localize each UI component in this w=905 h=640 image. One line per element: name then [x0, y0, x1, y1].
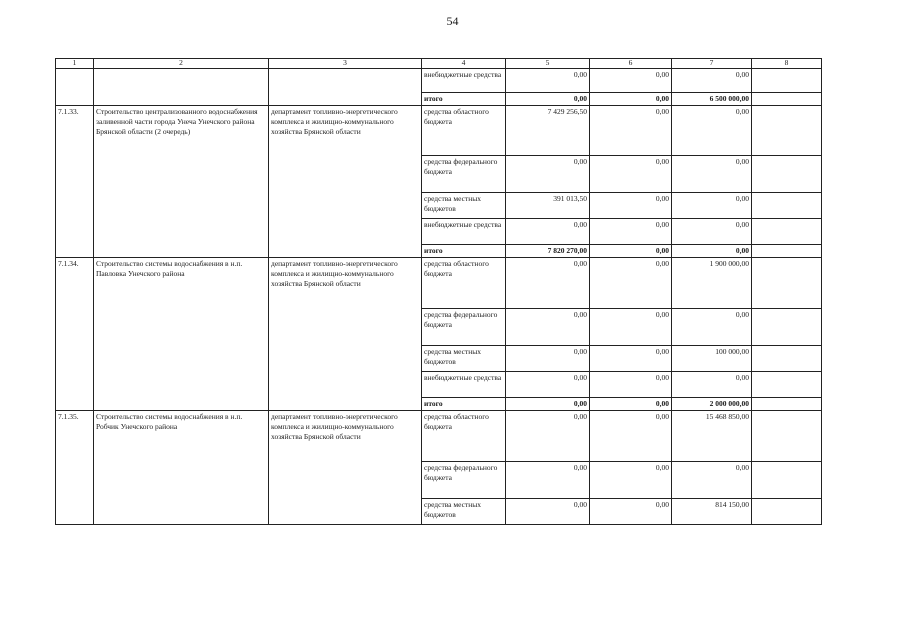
- value-cell: 0,00: [672, 193, 752, 219]
- source-cell: внебюджетные средства: [422, 372, 506, 398]
- value-cell: 814 150,00: [672, 499, 752, 525]
- value-cell: 0,00: [506, 69, 590, 93]
- value-cell: 6 500 000,00: [672, 93, 752, 106]
- code-cell: 7.1.34.: [56, 258, 94, 411]
- value-cell: 0,00: [506, 258, 590, 309]
- value-cell: 0,00: [590, 398, 672, 411]
- value-cell: 0,00: [590, 106, 672, 156]
- executor-cell: департамент топливно-энергетического комплекса и жилищно-коммунального хозяйства Брянской области: [269, 411, 422, 525]
- header-cell: 1: [56, 59, 94, 69]
- value-cell: 0,00: [506, 499, 590, 525]
- code-cell: 7.1.35.: [56, 411, 94, 525]
- source-cell: итого: [422, 398, 506, 411]
- value-cell: 2 000 000,00: [672, 398, 752, 411]
- value-cell: 0,00: [506, 462, 590, 499]
- source-cell: средства областного бюджета: [422, 258, 506, 309]
- value-cell: 0,00: [590, 93, 672, 106]
- source-cell: средства местных бюджетов: [422, 346, 506, 372]
- value-cell: 7 429 256,50: [506, 106, 590, 156]
- value-cell: [752, 245, 822, 258]
- executor-cell: департамент топливно-энергетического комплекса и жилищно-коммунального хозяйства Брянской области: [269, 106, 422, 258]
- value-cell: 0,00: [506, 411, 590, 462]
- source-cell: итого: [422, 245, 506, 258]
- header-cell: 4: [422, 59, 506, 69]
- value-cell: 0,00: [506, 93, 590, 106]
- value-cell: 0,00: [590, 411, 672, 462]
- value-cell: 0,00: [590, 69, 672, 93]
- value-cell: 0,00: [672, 309, 752, 346]
- source-cell: внебюджетные средства: [422, 69, 506, 93]
- source-cell: итого: [422, 93, 506, 106]
- table-row: [56, 411, 822, 462]
- header-cell: 6: [590, 59, 672, 69]
- value-cell: 15 468 850,00: [672, 411, 752, 462]
- code-cell: 7.1.33.: [56, 106, 94, 258]
- value-cell: [752, 69, 822, 93]
- value-cell: 0,00: [506, 309, 590, 346]
- value-cell: [752, 93, 822, 106]
- value-cell: 0,00: [590, 193, 672, 219]
- value-cell: [752, 219, 822, 245]
- value-cell: 0,00: [590, 346, 672, 372]
- value-cell: 0,00: [590, 156, 672, 193]
- value-cell: 0,00: [672, 219, 752, 245]
- value-cell: [752, 106, 822, 156]
- value-cell: 391 013,50: [506, 193, 590, 219]
- value-cell: 0,00: [672, 69, 752, 93]
- source-cell: средства областного бюджета: [422, 411, 506, 462]
- executor-cell: департамент топливно-энергетического комплекса и жилищно-коммунального хозяйства Брянской области: [269, 258, 422, 411]
- header-cell: 3: [269, 59, 422, 69]
- value-cell: 1 900 000,00: [672, 258, 752, 309]
- value-cell: 0,00: [672, 106, 752, 156]
- table-row: [56, 106, 822, 156]
- value-cell: 0,00: [506, 346, 590, 372]
- page-number: 54: [446, 14, 459, 28]
- value-cell: 0,00: [590, 245, 672, 258]
- value-cell: 0,00: [506, 156, 590, 193]
- header-row: [56, 59, 822, 69]
- value-cell: 0,00: [506, 219, 590, 245]
- value-cell: [752, 462, 822, 499]
- value-cell: 100 000,00: [672, 346, 752, 372]
- value-cell: 0,00: [672, 245, 752, 258]
- value-cell: [752, 156, 822, 193]
- value-cell: [752, 411, 822, 462]
- name-cell: Строительство централизованного водоснабжения заливенной части города Унеча Унечского района Брянской области (2 очередь): [94, 106, 269, 258]
- header-cell: 5: [506, 59, 590, 69]
- value-cell: 0,00: [590, 219, 672, 245]
- value-cell: [752, 372, 822, 398]
- value-cell: 0,00: [590, 258, 672, 309]
- value-cell: 0,00: [590, 309, 672, 346]
- value-cell: 0,00: [672, 462, 752, 499]
- source-cell: средства областного бюджета: [422, 106, 506, 156]
- executor-cell: [269, 69, 422, 106]
- value-cell: 7 820 270,00: [506, 245, 590, 258]
- value-cell: [752, 258, 822, 309]
- name-cell: [94, 69, 269, 106]
- name-cell: Строительство системы водоснабжения в н.п. Павловка Унечского района: [94, 258, 269, 411]
- header-cell: 8: [752, 59, 822, 69]
- value-cell: 0,00: [672, 372, 752, 398]
- source-cell: внебюджетные средства: [422, 219, 506, 245]
- table-row: [56, 69, 822, 93]
- value-cell: 0,00: [506, 372, 590, 398]
- value-cell: [752, 346, 822, 372]
- value-cell: 0,00: [590, 499, 672, 525]
- table-row: [56, 258, 822, 309]
- source-cell: средства местных бюджетов: [422, 193, 506, 219]
- budget-table: [55, 58, 822, 525]
- value-cell: [752, 499, 822, 525]
- value-cell: [752, 398, 822, 411]
- value-cell: 0,00: [672, 156, 752, 193]
- value-cell: 0,00: [506, 398, 590, 411]
- source-cell: средства федерального бюджета: [422, 156, 506, 193]
- value-cell: [752, 309, 822, 346]
- source-cell: средства федерального бюджета: [422, 462, 506, 499]
- value-cell: 0,00: [590, 462, 672, 499]
- code-cell: [56, 69, 94, 106]
- header-cell: 7: [672, 59, 752, 69]
- value-cell: 0,00: [590, 372, 672, 398]
- source-cell: средства местных бюджетов: [422, 499, 506, 525]
- source-cell: средства федерального бюджета: [422, 309, 506, 346]
- name-cell: Строительство системы водоснабжения в н.п. Робчик Унечского района: [94, 411, 269, 525]
- header-cell: 2: [94, 59, 269, 69]
- value-cell: [752, 193, 822, 219]
